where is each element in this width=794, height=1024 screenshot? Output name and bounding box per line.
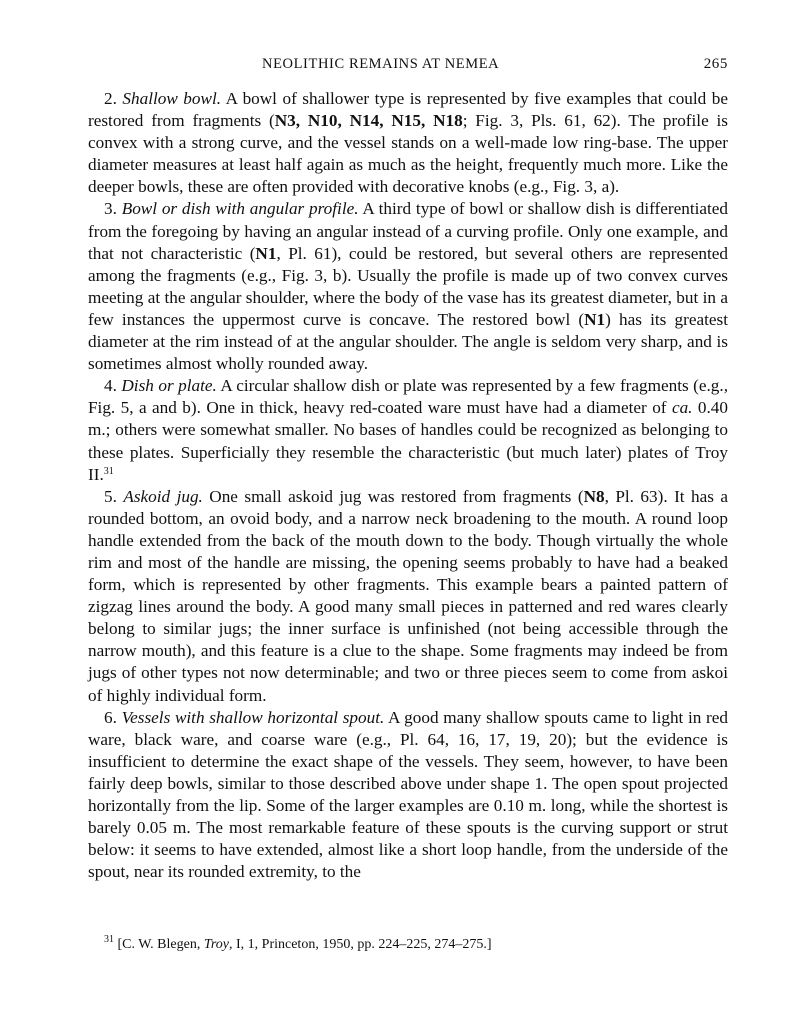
footnote-text: , I, 1, Princeton, 1950, pp. 224–225, 274–275.] bbox=[229, 937, 492, 952]
footnote-title: Troy bbox=[203, 937, 229, 952]
paragraph-heading: Shallow bowl. bbox=[122, 89, 222, 108]
running-header bbox=[84, 56, 728, 78]
paragraph-heading: Vessels with shallow horizontal spout. bbox=[121, 707, 385, 727]
paragraph-text: , Pl. 61), could be restored, but several others are represented among the fragments (e.g., Fig. 3, b). Usually the profile is made up of two convex curves meeting at the angular shoulder, where the body of the vase has its greatest diameter, but in a few instances the uppermost curve is concave. The restored bowl ( bbox=[88, 243, 728, 329]
paragraph-text: 0.40 m.; others were somewhat smaller. No bases of handles could be recognized as belonging to these plates. Superficially they resemble the characteristic (but much later) plates of Troy II. bbox=[88, 398, 728, 484]
catalog-reference: N1 bbox=[255, 243, 277, 263]
paragraph-horizontal-spout bbox=[88, 707, 728, 884]
body-text bbox=[88, 88, 728, 883]
paragraph-text: A bowl of shallower type is represented by five examples that could be restored from fragments ( bbox=[88, 89, 728, 131]
footnote bbox=[104, 936, 734, 954]
paragraph-number: 2. bbox=[104, 89, 117, 108]
paragraph-text: One small askoid jug was restored from fragments ( bbox=[202, 486, 584, 506]
paragraph-number: 5. bbox=[104, 486, 117, 506]
paragraph-heading: Bowl or dish with angular profile. bbox=[121, 199, 359, 219]
running-title: NEOLITHIC REMAINS AT NEMEA bbox=[262, 56, 500, 72]
footnote-number: 31 bbox=[104, 934, 114, 945]
catalog-reference: N3, N10, N14, N15, N18 bbox=[274, 111, 463, 131]
paragraph-text: A circular shallow dish or plate was represented by a few fragments (e.g., Fig. 5, a and b). One in thick, heavy red-coated ware must have had a diameter of bbox=[88, 376, 728, 418]
paragraph-text: A good many shallow spouts came to light in red ware, black ware, and coarse ware (e.g., Pl. 64, 16, 17, 19, 20); but the evidence is insufficient to determine the exact shape of the vessels. They seem, however, to have been fairly deep bowls, similar to those described above under shape 1. The open spout projected horizontally from the lip. Some of the larger examples are 0.10 m. long, while the shortest is barely 0.05 m. The most remarkable feature of these spouts is the curving support or strut below: it seems to have extended, almost like a short loop handle, from the underside of the spout, near its rounded extremity, to the bbox=[88, 707, 729, 882]
paragraph-askoid-jug bbox=[88, 486, 728, 707]
paragraph-number: 4. bbox=[104, 376, 117, 396]
italic-abbreviation: ca. bbox=[671, 398, 693, 418]
paragraph-text: A third type of bowl or shallow dish is differentiated from the foregoing by having an angular instead of a curving profile. Only one example, and that not characteristic ( bbox=[88, 199, 729, 263]
paragraph-heading: Askoid jug. bbox=[123, 486, 203, 506]
paragraph-heading: Dish or plate. bbox=[121, 376, 217, 396]
page-number: 265 bbox=[703, 56, 728, 72]
catalog-reference: N8 bbox=[583, 486, 605, 506]
paragraph-text: ; Fig. 3, Pls. 61, 62). The profile is convex with a strong curve, and the vessel stands on a well-made low ring-base. The upper diameter measures at least half again as much as the height, frequently much more. Like the deeper bowls, these are often provided with decorative knobs (e.g., Fig. 3, a). bbox=[88, 111, 728, 197]
footnote-marker[interactable]: 31 bbox=[103, 465, 114, 477]
paragraph-dish-or-plate bbox=[88, 375, 728, 485]
paragraph-number: 6. bbox=[104, 707, 117, 727]
catalog-reference: N1 bbox=[584, 309, 606, 329]
paragraph-angular-bowl bbox=[88, 198, 728, 375]
paragraph-number: 3. bbox=[104, 199, 117, 219]
paragraph-text: , Pl. 63). It has a rounded bottom, an ovoid body, and a narrow neck broadening to the mouth. A round loop handle extended from the back of the mouth down to the body. Though virtually the whole rim and most of the handle are missing, the opening seems probably to have had a beaked form, which is represented by other fragments. This example bears a painted pattern of zigzag lines around the body. A good many small pieces in patterned and red wares clearly belong to similar jugs; the inner surface is unfinished (not being accessible through the narrow mouth), and this feature is a clue to the shape. Some fragments may indeed be from jugs of other types not now determinable; and two or three pieces seem to come from askoi of highly individual form. bbox=[88, 486, 729, 705]
paragraph-text: ) has its greatest diameter at the rim instead of at the angular shoulder. The angle is seldom very sharp, and is sometimes almost wholly rounded away. bbox=[88, 309, 728, 374]
footnote-text: [C. W. Blegen, bbox=[117, 937, 204, 952]
paragraph-shallow-bowl bbox=[88, 88, 728, 198]
